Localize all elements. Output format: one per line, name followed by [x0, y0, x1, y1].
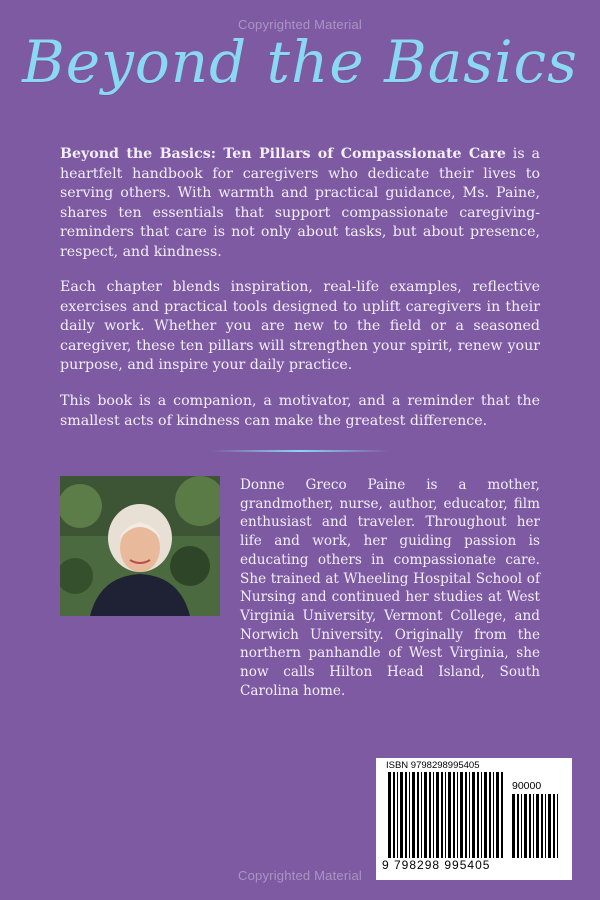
isbn-barcode [388, 772, 506, 858]
divider-line [210, 450, 390, 452]
watermark-top: Copyrighted Material [238, 17, 362, 32]
price-code: 90000 [512, 780, 542, 792]
blurb-paragraph-1-text: is a heartfelt handbook for caregivers who dedicate their lives to serving others. With warmth and practical guidance, Ms. Paine, shares ten essentials that support compassionate caregiving-reminders that care is not only about tasks, but about presence, respect, and kindness. [60, 146, 541, 260]
blurb-paragraph-1 [60, 145, 540, 262]
blurb-paragraph-2: Each chapter blends inspiration, real-life examples, reflective exercises and practical tools designed to uplift caregivers in their daily work. Whether you are new to the field or a seasoned caregiver, these ten pillars will strengthen your spirit, renew your purpose, and inspire your daily practice. [60, 279, 540, 373]
book-title: Beyond the Basics [22, 28, 578, 96]
watermark-bottom: Copyrighted Material [238, 868, 362, 883]
price-barcode [512, 794, 562, 858]
barcode-box [376, 758, 572, 880]
isbn-digits: 9 798298 995405 [382, 858, 491, 872]
blurb-book-name: Beyond the Basics: Ten Pillars of Compassionate Care [60, 146, 506, 162]
blurb-paragraph-3: This book is a companion, a motivator, and a reminder that the smallest acts of kindness can make the greatest difference. [60, 393, 540, 429]
author-photo [60, 476, 220, 616]
author-bio: Donne Greco Paine is a mother, grandmother, nurse, author, educator, film enthusiast and traveler. Throughout her life and work, her guiding passion is educating others in compassionate care. She trained at Wheeling Hospital School of Nursing and continued her studies at West Virginia University, Vermont College, and Norwich University. Originally from the northern panhandle of West Virginia, she now calls Hilton Head Island, South Carolina home. [240, 477, 540, 699]
isbn-label: ISBN 9798298995405 [386, 760, 480, 771]
